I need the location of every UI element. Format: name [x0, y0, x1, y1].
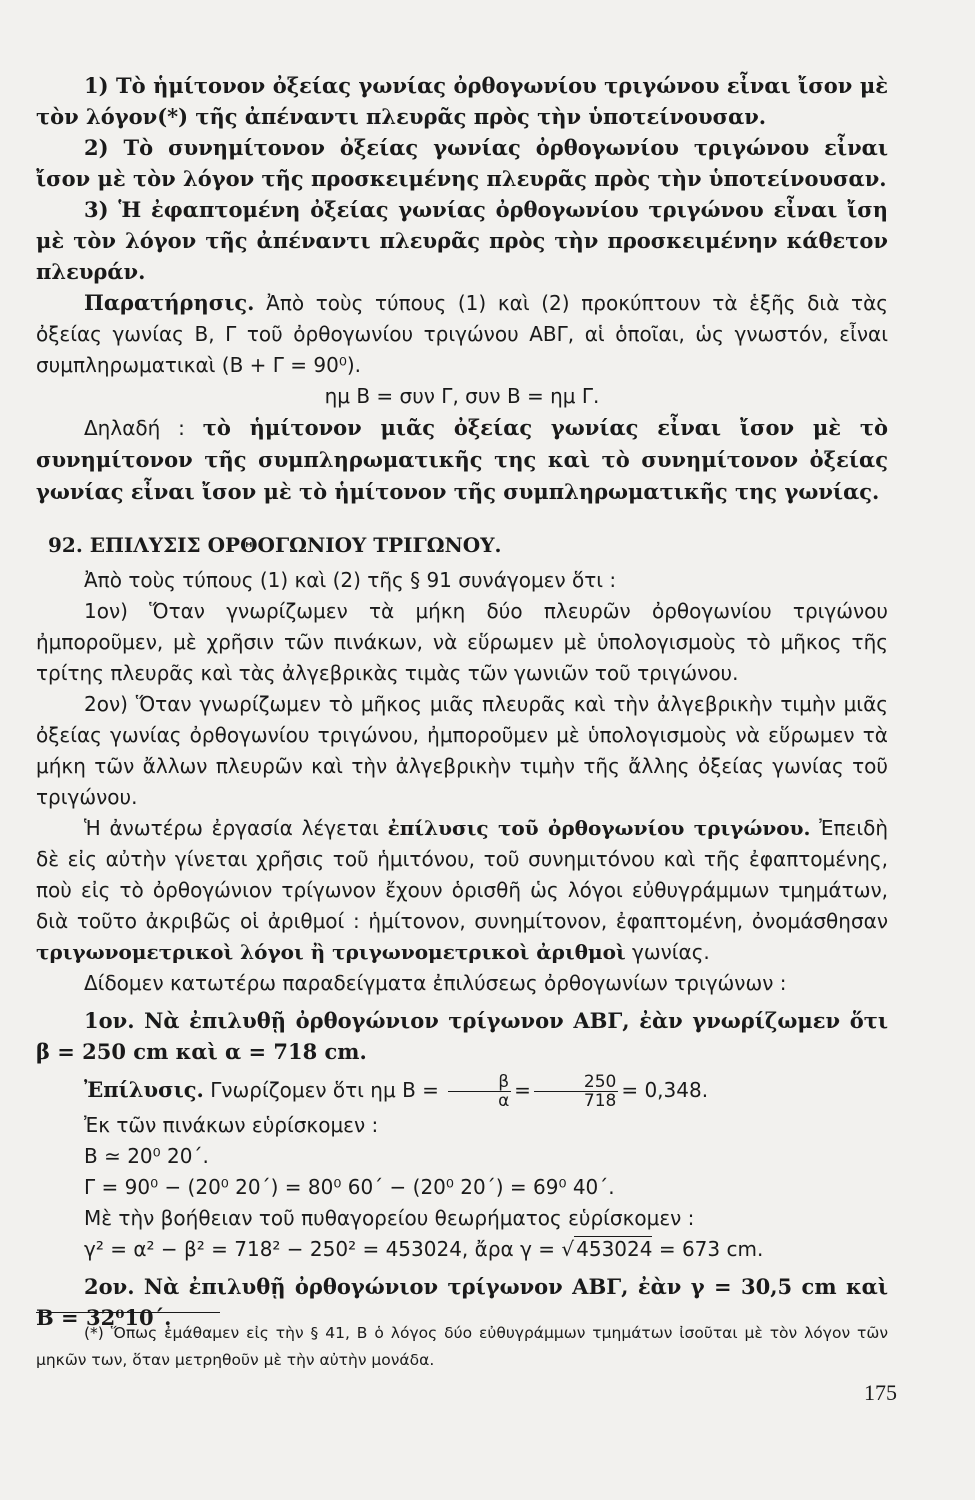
footnote [36, 1320, 888, 1374]
def-term-solution: ἐπίλυσις τοῦ ὀρθογωνίου τριγώνου. [387, 816, 811, 840]
tables-line: Ἐκ τῶν πινάκων εὑρίσκομεν : [84, 1113, 379, 1137]
solution-result: = 0,348. [621, 1078, 709, 1102]
rule-1: 1) Τὸ ἡμίτονον ὀξείας γωνίας ὀρθογωνίου τριγώνου εἶναι ἴσον μὲ τὸν λόγον(*) τῆς ἀπέναντι πλευρᾶς πρὸς τὴν ὑποτείνουσαν. [36, 73, 888, 129]
solution-text: Γνωρίζομεν ὅτι ημ Β = [203, 1078, 446, 1102]
rule-3: 3) Ἡ ἐφαπτομένη ὀξείας γωνίας ὀρθογωνίου τριγώνου εἶναι ἴση μὲ τὸν λόγον τῆς ἀπέναντι πλευρᾶς πρὸς τὴν προσκειμένην κάθετον πλευράν. [36, 197, 888, 284]
def-term-trig-ratios: τριγωνομετρικοὶ λόγοι ἢ τριγωνομετρικοὶ ἀριθμοὶ [36, 940, 626, 964]
angle-g-line: Γ = 90⁰ − (20⁰ 20΄) = 80⁰ 60΄ − (20⁰ 20΄) = 69⁰ 40΄. [84, 1175, 615, 1199]
section-title: 92. ΕΠΙΛΥΣΙΣ ΟΡΘΟΓΩΝΙΟΥ ΤΡΙΓΩΝΟΥ. [48, 533, 502, 557]
page-number: 175 [864, 1380, 897, 1405]
gamma-line: γ² = α² − β² = 718² − 250² = 453024, ἄρα γ = √ 453024 = 673 cm. [84, 1237, 764, 1261]
examples-intro: Δίδομεν κατωτέρω παραδείγματα ἐπιλύσεως ὀρθογωνίων τριγώνων : [84, 971, 787, 995]
definition-paragraph [36, 813, 888, 968]
sqrt-radicand: 453024 [576, 1237, 653, 1261]
footnote-rule [36, 1312, 220, 1313]
fraction-250-718: $\frac{250}{718}$ [534, 1073, 618, 1110]
solution-line [36, 1073, 888, 1110]
example-1-title: 1ον. Νὰ ἐπιλυθῇ ὀρθογώνιον τρίγωνον ΑΒΓ, ἐὰν γνωρίζωμεν ὅτι β = 250 cm καὶ α = 718 cm. [36, 1008, 888, 1064]
conclusion-label: Δηλαδή : [84, 416, 203, 440]
body-text [36, 70, 888, 1333]
conclusion-text: τὸ ἡμίτονον μιᾶς ὀξείας γωνίας εἶναι ἴσον μὲ τὸ συνημίτονον τῆς συμπληρωματικῆς της καὶ τὸ συνημίτονον ὀξείας γωνίας εἶναι ἴσον μὲ τὸ ἡμίτονον τῆς συμπληρωματικῆς της γωνίας. [36, 415, 888, 504]
equals-sign: = [514, 1078, 531, 1102]
def-part-c: Ἐπειδὴ δὲ εἰς αὐτὴν γίνεται χρῆσις τοῦ ἡμιτόνου, τοῦ συνημιτόνου καὶ τῆς ἐφαπτομένης, ποὺ εἰς τὸ ὀρθογώνιον τρίγωνον ἔχουν ὁρισθῆ ὡς λόγοι εὐθυγράμμων τμημάτων, διὰ τοῦτο ἀκριβῶς οἱ ἀριθμοί : ἡμίτονον, συνημίτονον, ἐφαπτομένη, ὀνομάσθησαν [36, 816, 889, 933]
rule-2: 2) Τὸ συνημίτονον ὀξείας γωνίας ὀρθογωνίου τριγώνου εἶναι ἴσον μὲ τὸν λόγον τῆς προσκειμένης πλευρᾶς πρὸς τὴν ὑποτείνουσαν. [36, 135, 888, 191]
remark-paragraph [36, 287, 888, 381]
def-part-e: γωνίας. [625, 940, 710, 964]
remark-label: Παρατήρησις. [84, 290, 255, 315]
remark-text: Ἀπὸ τοὺς τύπους (1) καὶ (2) προκύπτουν τὰ ἑξῆς διὰ τὰς ὀξείας γωνίας Β, Γ τοῦ ὀρθογωνίου τριγώνου ΑΒΓ, αἱ ὁποῖαι, ὡς γνωστόν, εἶναι συμπληρωματικαὶ (Β + Γ = 90⁰). [36, 291, 888, 377]
solution-label: Ἐπίλυσις. [84, 1077, 204, 1102]
pythagoras-line: Μὲ τὴν βοήθειαν τοῦ πυθαγορείου θεωρήματος εὑρίσκομεν : [84, 1206, 695, 1230]
angle-b-line: Β ≃ 20⁰ 20΄. [84, 1144, 209, 1168]
footnote-text: (*) Ὅπως ἐμάθαμεν εἰς τὴν § 41, Β ὁ λόγος δύο εὐθυγράμμων τμημάτων ἰσοῦται μὲ τὸν λόγον τῶν μηκῶν των, ὅταν μετρηθοῦν μὲ τὴν αὐτὴν μονάδα. [36, 1324, 888, 1369]
example-2-title: 2ον. Νὰ ἐπιλυθῇ ὀρθογώνιον τρίγωνον ΑΒΓ, ἐὰν γ = 30,5 cm καὶ Β = 32⁰10΄. [36, 1274, 888, 1330]
conclusion-paragraph [36, 412, 888, 508]
case-1: 1ον) Ὅταν γνωρίζωμεν τὰ μήκη δύο πλευρῶν ὀρθογωνίου τριγώνου ἠμποροῦμεν, μὲ χρῆσιν τῶν πινάκων, νὰ εὕρωμεν μὲ ὑπολογισμοὺς τὸ μῆκος τῆς τρίτης πλευρᾶς καὶ τὰς ἀλγεβρικὰς τιμὰς τῶν γωνιῶν τοῦ τριγώνου. [36, 599, 888, 685]
fraction-beta-alpha: $\frac{\beta}{\alpha}$ [448, 1073, 511, 1110]
section-intro: Ἀπὸ τοὺς τύπους (1) καὶ (2) τῆς § 91 συνάγομεν ὅτι : [84, 568, 617, 592]
def-part-a: Ἡ ἀνωτέρω ἐργασία λέγεται [84, 816, 388, 840]
formula-complementary: ημ Β = συν Γ, συν Β = ημ Γ. [324, 384, 600, 408]
case-2: 2ον) Ὅταν γνωρίζωμεν τὸ μῆκος μιᾶς πλευρᾶς καὶ τὴν ἀλγεβρικὴν τιμὴν μιᾶς ὀξείας γωνίας ὀρθογωνίου τριγώνου, ἠμποροῦμεν μὲ ὑπολογισμοὺς νὰ εὕρωμεν τὰ μήκη τῶν ἄλλων πλευρῶν καὶ τὴν ἀλγεβρικὴν τιμὴν τῆς ἄλλης ὀξείας γωνίας τοῦ τριγώνου. [36, 692, 888, 809]
